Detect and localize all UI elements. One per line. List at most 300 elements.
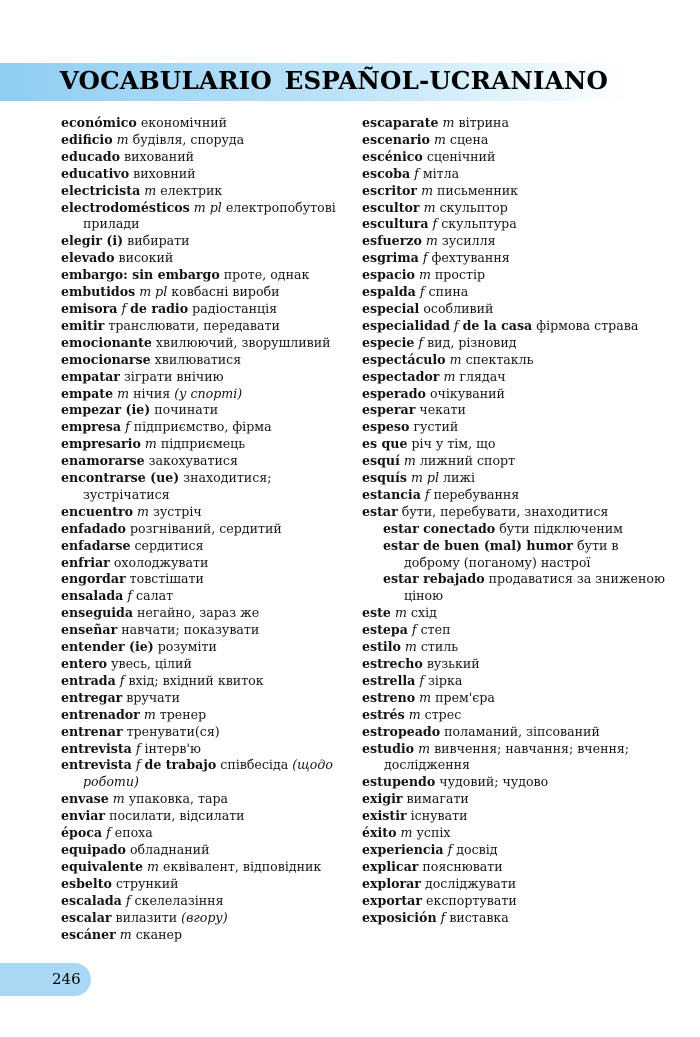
translation: чудовий; чудово bbox=[439, 774, 549, 790]
translation: виховний bbox=[133, 165, 196, 181]
vocabulary-entry bbox=[362, 233, 672, 250]
headword: emocionante bbox=[61, 334, 152, 350]
translation: простір bbox=[434, 267, 486, 283]
translation: зірка bbox=[428, 672, 463, 688]
vocabulary-entry bbox=[61, 825, 361, 842]
translation: схід bbox=[410, 605, 437, 621]
vocabulary-column-right bbox=[362, 115, 672, 927]
vocabulary-entry bbox=[362, 639, 672, 656]
vocabulary-entry bbox=[61, 267, 361, 284]
translation: будівля, споруда bbox=[132, 131, 245, 147]
grammar-label: m bbox=[404, 639, 417, 655]
translation: успіх bbox=[416, 825, 451, 841]
headword: escalar bbox=[61, 909, 112, 925]
vocabulary-entry bbox=[61, 724, 361, 741]
headword: espectáculo bbox=[362, 351, 446, 367]
vocabulary-entry bbox=[61, 538, 361, 555]
grammar-label: m bbox=[419, 689, 432, 705]
headword: esperado bbox=[362, 385, 426, 401]
grammar-label: m bbox=[394, 605, 407, 621]
vocabulary-entry bbox=[362, 284, 672, 301]
vocabulary-entry bbox=[362, 893, 672, 910]
headword-phrase: de trabajo bbox=[144, 757, 217, 773]
translation: економічний bbox=[140, 115, 228, 130]
headword: edificio bbox=[61, 131, 113, 147]
headword: estrecho bbox=[362, 656, 423, 671]
grammar-label: f bbox=[119, 672, 125, 688]
vocabulary-entry bbox=[61, 301, 361, 318]
vocabulary-entry bbox=[362, 267, 672, 284]
grammar-label: m bbox=[119, 926, 132, 942]
translation: хвилюючий, зворушливий bbox=[155, 334, 331, 350]
vocabulary-entry bbox=[61, 284, 361, 301]
headword: enseñar bbox=[61, 622, 118, 638]
translation: упаковка, тара bbox=[128, 791, 229, 807]
translation: обладнаний bbox=[129, 841, 210, 857]
translation: співбесіда bbox=[220, 757, 289, 773]
vocabulary-entry bbox=[61, 149, 361, 166]
translation: хвилюватися bbox=[154, 351, 242, 367]
headword: engordar bbox=[61, 571, 126, 587]
vocabulary-entry bbox=[362, 859, 672, 876]
vocabulary-entry bbox=[61, 183, 361, 200]
translation: фехтування bbox=[431, 250, 510, 266]
headword: electrodomésticos bbox=[61, 199, 190, 215]
vocabulary-entry bbox=[61, 402, 361, 419]
grammar-label: m bbox=[408, 706, 421, 722]
vocabulary-entry bbox=[362, 690, 672, 707]
translation: чекати bbox=[419, 402, 466, 418]
grammar-label: f bbox=[127, 588, 133, 604]
headword: enviar bbox=[61, 808, 106, 824]
translation: продаватися за зниженою ціною bbox=[404, 571, 665, 604]
translation: зусилля bbox=[441, 233, 496, 249]
translation: вибирати bbox=[127, 233, 190, 249]
headword: emitir bbox=[61, 317, 105, 333]
headword: estar de buen (mal) humor bbox=[383, 537, 574, 553]
translation: існувати bbox=[410, 808, 468, 824]
translation: фірмова страва bbox=[536, 317, 639, 333]
translation: електрик bbox=[160, 182, 223, 198]
translation: письменник bbox=[437, 182, 519, 198]
headword: envase bbox=[61, 791, 109, 807]
translation: охолоджувати bbox=[113, 554, 209, 570]
vocabulary-entry bbox=[61, 369, 361, 386]
grammar-label: m bbox=[116, 131, 129, 147]
translation: лижний спорт bbox=[419, 453, 516, 469]
translation: вручати bbox=[126, 689, 181, 705]
headword: escultura bbox=[362, 216, 429, 232]
headword: empezar (ie) bbox=[61, 402, 151, 418]
translation: тренер bbox=[159, 706, 207, 722]
vocabulary-entry bbox=[61, 741, 361, 758]
headword: enamorarse bbox=[61, 453, 145, 469]
headword: escoba bbox=[362, 165, 411, 181]
translation: бути, перебувати, знаходитися bbox=[401, 503, 609, 519]
translation: вид, різновид bbox=[427, 334, 517, 350]
headword: elevado bbox=[61, 250, 115, 266]
vocabulary-entry bbox=[362, 774, 672, 791]
vocabulary-entry bbox=[362, 571, 672, 605]
vocabulary-entry bbox=[362, 216, 672, 233]
vocabulary-entry bbox=[61, 842, 361, 859]
grammar-label: f bbox=[125, 892, 131, 908]
headword: exposición bbox=[362, 909, 437, 925]
headword: económico bbox=[61, 115, 137, 130]
translation: підприємець bbox=[160, 436, 246, 452]
translation: густий bbox=[413, 419, 459, 435]
vocabulary-entry bbox=[61, 673, 361, 690]
grammar-label: f bbox=[424, 486, 430, 502]
grammar-label: f bbox=[414, 165, 419, 181]
vocabulary-entry bbox=[61, 605, 361, 622]
headword: encontrarse (ue) bbox=[61, 470, 180, 486]
headword: empate bbox=[61, 385, 114, 401]
headword: experiencia bbox=[362, 841, 444, 857]
headword: escénico bbox=[362, 148, 423, 164]
headword: estar rebajado bbox=[383, 571, 485, 587]
headword: escritor bbox=[362, 182, 418, 198]
headword: estar conectado bbox=[383, 520, 496, 536]
vocabulary-entry bbox=[362, 791, 672, 808]
translation: нічия bbox=[133, 385, 171, 401]
translation: навчати; показувати bbox=[121, 622, 260, 638]
headword: estrés bbox=[362, 706, 405, 722]
grammar-label: f bbox=[447, 841, 453, 857]
vocabulary-entry bbox=[362, 301, 672, 318]
grammar-label: m bbox=[144, 436, 157, 452]
headword: éxito bbox=[362, 825, 397, 841]
vocabulary-entry bbox=[362, 622, 672, 639]
headword: esquí bbox=[362, 453, 400, 469]
vocabulary-entry bbox=[362, 166, 672, 183]
headword: electricista bbox=[61, 182, 141, 198]
vocabulary-entry bbox=[362, 808, 672, 825]
vocabulary-entry bbox=[61, 335, 361, 352]
translation: негайно, зараз же bbox=[137, 605, 260, 621]
headword: especie bbox=[362, 334, 415, 350]
headword: empresa bbox=[61, 419, 122, 435]
headword: emisora bbox=[61, 300, 118, 316]
grammar-label: f bbox=[453, 317, 459, 333]
translation: вивчення; навчання; вчення; дослідження bbox=[384, 740, 630, 773]
grammar-label: m bbox=[147, 858, 159, 874]
translation: розгніваний, сердитий bbox=[129, 520, 282, 536]
grammar-label: m bbox=[449, 351, 462, 367]
headword: entrenar bbox=[61, 723, 123, 739]
translation: ковбасні вироби bbox=[171, 284, 280, 300]
headword: estudio bbox=[362, 740, 415, 756]
headword: enfadado bbox=[61, 520, 126, 536]
vocabulary-entry bbox=[362, 656, 672, 673]
vocabulary-entry bbox=[362, 419, 672, 436]
headword: escalada bbox=[61, 892, 122, 908]
headword: empresario bbox=[61, 436, 141, 452]
headword: encuentro bbox=[61, 503, 134, 519]
vocabulary-entry bbox=[61, 571, 361, 588]
headword: escaparate bbox=[362, 115, 439, 130]
translation: еквівалент, відповідник bbox=[163, 858, 322, 874]
headword: entender (ie) bbox=[61, 639, 154, 655]
translation: вітрина bbox=[458, 115, 509, 130]
vocabulary-entry bbox=[362, 504, 672, 521]
vocabulary-entry bbox=[362, 707, 672, 724]
headword: equivalente bbox=[61, 858, 144, 874]
translation: стрункий bbox=[115, 875, 179, 891]
vocabulary-entry bbox=[362, 487, 672, 504]
translation: проте, однак bbox=[223, 267, 310, 283]
translation: вхід; вхідний квиток bbox=[128, 672, 264, 688]
vocabulary-entry bbox=[61, 233, 361, 250]
grammar-label: f bbox=[422, 250, 428, 266]
headword: entrada bbox=[61, 672, 116, 688]
translation: мітла bbox=[422, 165, 460, 181]
headword: estupendo bbox=[362, 774, 436, 790]
headword: especialidad bbox=[362, 317, 450, 333]
vocabulary-entry bbox=[362, 538, 672, 572]
grammar-label: m bbox=[400, 825, 413, 841]
headword: empatar bbox=[61, 368, 120, 384]
translation: підприємство, фірма bbox=[133, 419, 272, 435]
headword: espacio bbox=[362, 267, 415, 283]
page-title: VOCABULARIO ESPAÑOL-UCRANIANO bbox=[59, 66, 608, 95]
grammar-label: f bbox=[121, 300, 127, 316]
headword: espeso bbox=[362, 419, 410, 435]
translation: особливий bbox=[423, 300, 494, 316]
translation: спектакль bbox=[465, 351, 534, 367]
grammar-label: f bbox=[419, 672, 424, 688]
translation: виставка bbox=[449, 909, 509, 925]
translation: тренувати(ся) bbox=[126, 723, 220, 739]
vocabulary-entry bbox=[362, 724, 672, 741]
vocabulary-entry bbox=[61, 639, 361, 656]
grammar-label: f bbox=[135, 757, 141, 773]
vocabulary-entry bbox=[61, 132, 361, 149]
translation: сценічний bbox=[426, 148, 496, 164]
grammar-label: m bbox=[423, 199, 436, 215]
translation: вихований bbox=[124, 148, 194, 164]
grammar-label: m bbox=[112, 791, 125, 807]
page-number: 246 bbox=[52, 970, 81, 988]
translation: пояснювати bbox=[422, 858, 503, 874]
vocabulary-entry bbox=[61, 859, 361, 876]
headword: educativo bbox=[61, 165, 130, 181]
vocabulary-entry bbox=[362, 149, 672, 166]
grammar-label: m bbox=[117, 385, 130, 401]
translation: вузький bbox=[426, 656, 480, 671]
translation: степ bbox=[420, 622, 451, 638]
translation: високий bbox=[118, 250, 174, 266]
usage-note: (вгору) bbox=[181, 909, 228, 925]
grammar-label: m bbox=[143, 706, 156, 722]
translation: досліджувати bbox=[424, 875, 517, 891]
vocabulary-entry bbox=[362, 318, 672, 335]
vocabulary-entry bbox=[362, 470, 672, 487]
grammar-label: m bbox=[421, 182, 434, 198]
translation: починати bbox=[154, 402, 219, 418]
grammar-label: f bbox=[419, 284, 425, 300]
headword: escultor bbox=[362, 199, 420, 215]
grammar-label: f bbox=[135, 740, 141, 756]
vocabulary-entry bbox=[362, 453, 672, 470]
translation: епоха bbox=[114, 825, 153, 841]
vocabulary-entry bbox=[362, 741, 672, 775]
headword: esquís bbox=[362, 470, 407, 486]
grammar-label: m pl bbox=[193, 199, 222, 215]
headword: esfuerzo bbox=[362, 233, 422, 249]
vocabulary-entry bbox=[362, 352, 672, 369]
vocabulary-entry bbox=[61, 707, 361, 724]
vocabulary-entry bbox=[362, 673, 672, 690]
vocabulary-entry bbox=[362, 825, 672, 842]
headword: entregar bbox=[61, 689, 123, 705]
vocabulary-entry bbox=[362, 369, 672, 386]
grammar-label: m pl bbox=[139, 284, 168, 300]
translation: увесь, цілий bbox=[111, 656, 192, 671]
vocabulary-entry bbox=[61, 555, 361, 572]
vocabulary-entry bbox=[362, 436, 672, 453]
vocabulary-entry bbox=[362, 910, 672, 927]
vocabulary-column-left bbox=[61, 115, 361, 943]
translation: поламаний, зіпсований bbox=[444, 723, 600, 739]
headword: equipado bbox=[61, 841, 126, 857]
translation: сканер bbox=[135, 926, 183, 942]
translation: скульптор bbox=[439, 199, 508, 215]
headword: embargo: sin embargo bbox=[61, 267, 220, 283]
vocabulary-entry bbox=[61, 166, 361, 183]
headword: este bbox=[362, 605, 391, 621]
vocabulary-entry bbox=[61, 419, 361, 436]
headword: embutidos bbox=[61, 284, 136, 300]
grammar-label: m bbox=[418, 740, 431, 756]
translation: сцена bbox=[449, 131, 489, 147]
headword: exportar bbox=[362, 892, 422, 908]
translation: інтерв'ю bbox=[144, 740, 201, 756]
headword: escáner bbox=[61, 926, 116, 942]
grammar-label: f bbox=[106, 825, 111, 841]
headword: estropeado bbox=[362, 723, 441, 739]
translation: транслювати, передавати bbox=[108, 317, 280, 333]
vocabulary-entry bbox=[61, 521, 361, 538]
vocabulary-entry bbox=[362, 115, 672, 132]
translation: перебування bbox=[433, 486, 520, 502]
grammar-label: m bbox=[425, 233, 438, 249]
vocabulary-entry bbox=[61, 622, 361, 639]
vocabulary-entry bbox=[362, 250, 672, 267]
usage-note: (щодо роботи) bbox=[83, 757, 333, 790]
grammar-label: m bbox=[137, 503, 149, 519]
headword: explicar bbox=[362, 858, 419, 874]
headword: estancia bbox=[362, 486, 421, 502]
headword: especial bbox=[362, 300, 420, 316]
vocabulary-entry bbox=[362, 335, 672, 352]
vocabulary-entry bbox=[362, 200, 672, 217]
grammar-label: m bbox=[403, 453, 416, 469]
translation: бути підключеним bbox=[499, 520, 623, 536]
headword: estrella bbox=[362, 672, 416, 688]
translation: прем'єра bbox=[435, 689, 495, 705]
vocabulary-entry bbox=[362, 521, 672, 538]
headword: espalda bbox=[362, 284, 416, 300]
vocabulary-entry bbox=[362, 183, 672, 200]
vocabulary-entry bbox=[61, 588, 361, 605]
translation: стиль bbox=[420, 639, 459, 655]
grammar-label: f bbox=[418, 334, 424, 350]
headword: explorar bbox=[362, 875, 421, 891]
headword: esbelto bbox=[61, 875, 112, 891]
translation: знаходитися; зустрічатися bbox=[83, 470, 272, 502]
vocabulary-entry bbox=[61, 436, 361, 453]
vocabulary-entry bbox=[61, 690, 361, 707]
headword: época bbox=[61, 825, 103, 841]
headword: entrevista bbox=[61, 757, 132, 773]
translation: стрес bbox=[424, 706, 462, 722]
headword: enfadarse bbox=[61, 537, 131, 553]
headword: entero bbox=[61, 656, 108, 671]
headword: espectador bbox=[362, 368, 440, 384]
vocabulary-entry bbox=[61, 893, 361, 910]
headword: enfriar bbox=[61, 554, 110, 570]
translation: посилати, відсилати bbox=[109, 808, 245, 824]
headword: esgrima bbox=[362, 250, 419, 266]
translation: лижі bbox=[443, 470, 476, 486]
translation: зустріч bbox=[153, 503, 202, 519]
headword: exigir bbox=[362, 791, 403, 807]
translation: скульптура bbox=[441, 216, 517, 232]
grammar-label: m bbox=[433, 131, 446, 147]
vocabulary-entry bbox=[61, 927, 361, 944]
headword: enseguida bbox=[61, 605, 133, 621]
headword: educado bbox=[61, 148, 121, 164]
grammar-label: f bbox=[432, 216, 438, 232]
grammar-label: f bbox=[125, 419, 130, 435]
vocabulary-entry bbox=[61, 656, 361, 673]
grammar-label: m bbox=[442, 115, 455, 130]
translation: вимагати bbox=[406, 791, 469, 807]
vocabulary-entry bbox=[61, 910, 361, 927]
headword-phrase: de la casa bbox=[462, 317, 533, 333]
headword: es que bbox=[362, 436, 408, 452]
headword: estreno bbox=[362, 689, 416, 705]
translation: очікуваний bbox=[429, 385, 505, 401]
vocabulary-entry bbox=[61, 318, 361, 335]
translation: закохуватися bbox=[148, 453, 238, 469]
vocabulary-entry bbox=[362, 876, 672, 893]
translation: річ у тім, що bbox=[411, 436, 496, 452]
headword: entrenador bbox=[61, 706, 140, 722]
vocabulary-entry bbox=[61, 876, 361, 893]
translation: спина bbox=[428, 284, 469, 300]
headword: escenario bbox=[362, 131, 430, 147]
usage-note: (у спорті) bbox=[174, 385, 243, 401]
headword: ensalada bbox=[61, 588, 124, 604]
headword-phrase: de radio bbox=[130, 300, 189, 316]
vocabulary-entry bbox=[362, 386, 672, 403]
vocabulary-entry bbox=[61, 791, 361, 808]
vocabulary-entry bbox=[61, 352, 361, 369]
vocabulary-entry bbox=[61, 200, 361, 234]
vocabulary-entry bbox=[61, 453, 361, 470]
vocabulary-entry bbox=[61, 250, 361, 267]
grammar-label: f bbox=[440, 909, 446, 925]
headword: existir bbox=[362, 808, 407, 824]
grammar-label: f bbox=[411, 622, 417, 638]
headword: estilo bbox=[362, 639, 401, 655]
vocabulary-entry bbox=[362, 842, 672, 859]
vocabulary-entry bbox=[362, 132, 672, 149]
grammar-label: m bbox=[144, 182, 157, 198]
vocabulary-entry bbox=[61, 470, 361, 504]
